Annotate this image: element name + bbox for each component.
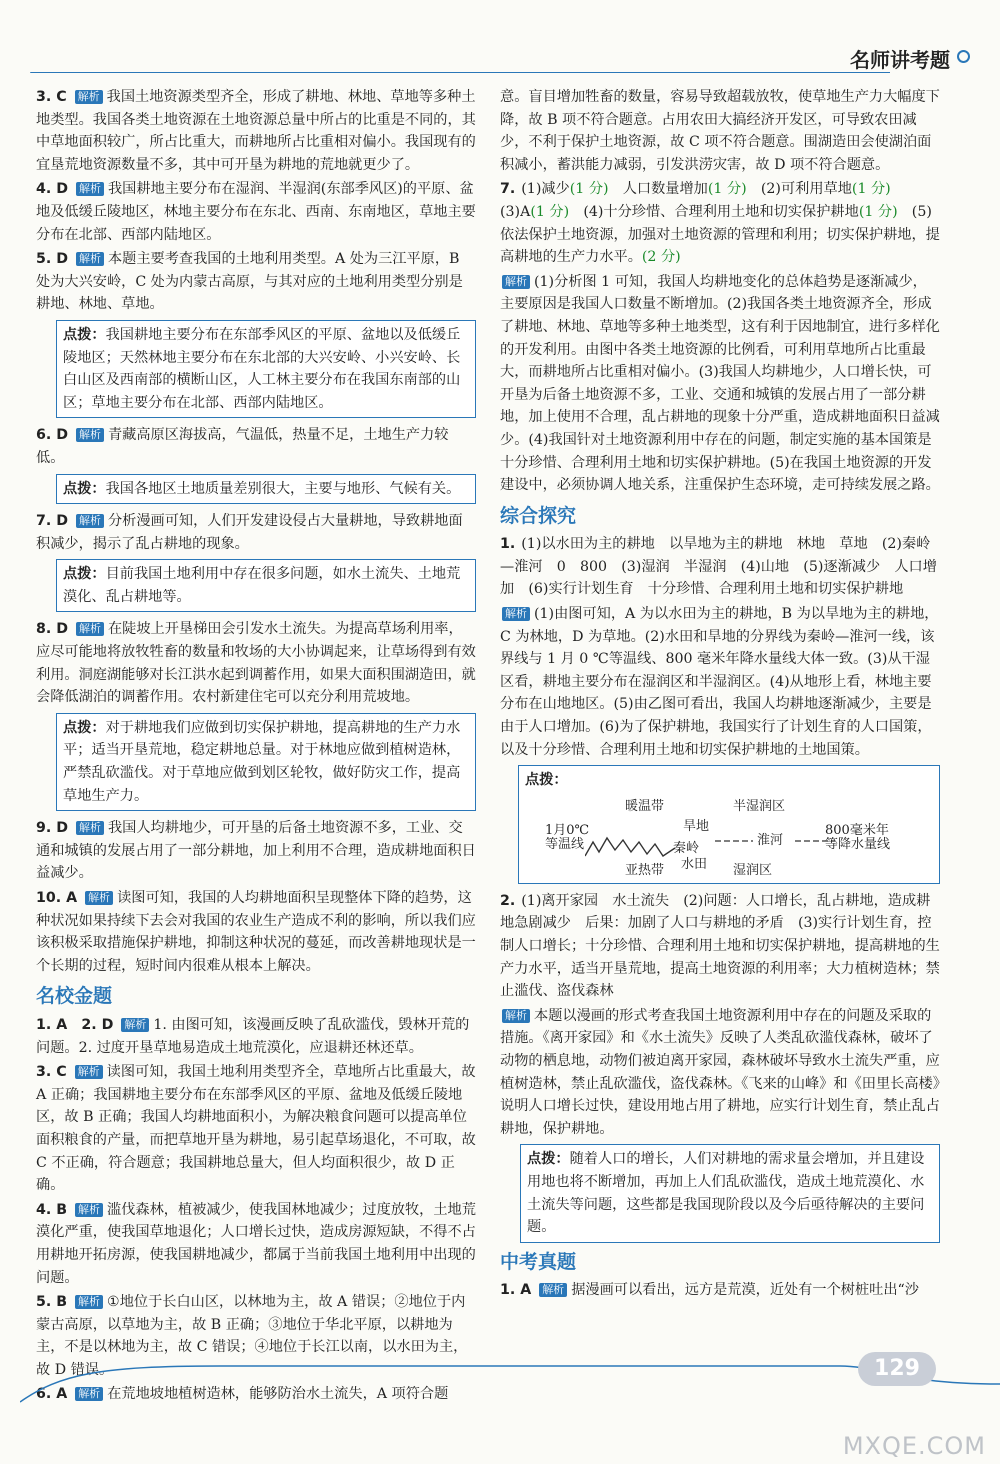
answer-item: 6. D 解析 青藏高原区海拔高，气温低，热量不足，土地生产力较低。 [36,427,449,466]
label-semi-humid: 半湿润区 [733,798,786,814]
tip-box: 点拨：目前我国土地利用中存在很多问题，如水土流失、土地荒漠化、乱占耕地等。 [56,559,476,612]
answer-item: 4. D 解析 我国耕地主要分布在湿润、半湿润(东部季风区)的平原、盆地及低缓丘陵地区，林地主要分布在东北、西南、东南地区，草地主要分布在北部、西部内陆地区。 [36,181,476,243]
mountain-icon [585,834,675,860]
answer-item: 5. D 解析 本题主要考查我国的土地利用类型。A 处为三江平原，B 处为大兴安岭，C 处为内蒙古高原，与其对应的土地利用类型分别是耕地、林地、草地。 [36,251,463,313]
tip-box: 点拨：我国各地区土地质量差别很大，主要与地形、气候有关。 [56,474,476,505]
answer-item: 8. D 解析 在陡坡上开垦梯田会引发水土流失。为提高草场利用率，应尽可能地将放牧牲畜的数量和牧场的大小协调起来，让草场得到有效利用。洞庭湖能够对长江洪水起到调蓄作用，如果大面积围湖造田，就会降低湖泊的调蓄作用。农村新建住宅可以充分利用荒坡地。 [36,621,476,706]
tip-box: 点拨：我国耕地主要分布在东部季风区的平原、盆地以及低缓丘陵地区；天然林地主要分布在东北部的大兴安岭、小兴安岭、长白山区及西南部的横断山区，人工林主要分布在我国东南部的山区；草地主要分布在北部、西部内陆地区。 [56,320,476,418]
header-dot-icon [957,50,970,63]
section-title: 名校金题 [36,985,113,1008]
answer-continuation: 意。盲目增加牲畜的数量，容易导致超载放牧，使草地生产力大幅度下降，故 B 项不符合题意。占用农田大搞经济开发区，可导致农田减少，不利于保护土地资源，故 C 项不符合题意。围湖造田会使湖泊面积减小，蓄洪能力减弱，引发洪涝灾害，故 D 项不符合题意。 [500,89,940,173]
right-column [500,86,940,1304]
page-number: 129 [858,1352,936,1386]
label-subtropical: 亚热带 [625,862,665,878]
answer-item: 10. A 解析 读图可知，我国的人均耕地面积呈现整体下降的趋势，这种状况如果持续下去会对我国的农业生产造成不利的影响，所以我们应该积极采取措施保护耕地，抑制这种状况的蔓延，而改善耕地现状是一个长期的过程，短时间内很难从根本上解决。 [36,890,476,974]
label-isotherm: 1月0℃ 等温线 [545,822,590,852]
watermark: MXQE.COM [842,1432,986,1460]
label-humid: 湿润区 [733,862,773,878]
header-rule [30,72,890,73]
answer-item: 4. B 解析 滥伐森林，植被减少，使我国林地减少；过度放牧，土地荒漠化严重，使我国草地退化；人口增长过快，造成房源短缺，不得不占用耕地开拓房源，使我国耕地减少，都属于当前我国土地利用中出现的问题。 [36,1201,476,1286]
footer-curve [20,1344,1000,1404]
tip-box: 点拨：对于耕地我们应做到切实保护耕地，提高耕地的生产力水平；适当开垦荒地，稳定耕地总量。对于林地应做到植树造林，严禁乱砍滥伐。对于草地应做到划区轮牧，做好防灾工作，提高草地生产力。 [56,713,476,811]
answer-item: 6. A 解析 在荒地坡地植树造林，能够防治水土流失，A 项符合题 [36,1386,449,1403]
section-title: 综合探究 [500,504,577,527]
river-line [715,836,835,846]
analysis: 解析 (1)分析图 1 可知，我国人均耕地变化的总体趋势是逐渐减少，主要原因是我国人口数量不断增加。(2)我国各类土地资源齐全，形成了耕地、林地、草地等多种土地类型，这有利于因地制宜，进行多样化的开发利用。由图中各类土地资源的比例看，可利用草地所占比重最大，而耕地所占比重相对偏小。(3)我国人均耕地少，人口增长快，可开垦为后备土地资源不多，工业、交通和城镇的发展占用了一部分耕地，加上使用不合理，乱占耕地的现象十分严重，造成耕地面积日益减少。(4)我国针对土地资源利用中存在的问题，制定实施的基本国策是十分珍惜、合理利用土地和切实保护耕地。(5)在我国土地资源的开发建设中，必须协调人地关系，注重保护生态环境，走可持续发展之路。 [500,273,940,494]
header-title: 名师讲考题 [850,48,950,72]
label-warm-temperate: 暖温带 [625,798,665,814]
label-dryland: 旱地 [683,818,710,834]
answer-item: 3. C 解析 读图可知，我国土地利用类型齐全，草地所占比重最大，故 A 正确；我国耕地主要分布在东部季风区的平原、盆地及低缓丘陵地区，故 B 正确；我国人均耕地面积小，为解决粮食问题可以提高单位面积粮食的产量，而把草地开垦为耕地，易引起草场退化，不可取，故 C 不正确，符合题意；我国耕地总量大，但人均面积很少，故 D 正确。 [36,1064,476,1194]
label-qinling: 秦岭 [673,840,700,856]
answer-item: 9. D 解析 我国人均耕地少，可开垦的后备土地资源不多，工业、交通和城镇的发展占用了一部分耕地，加上利用不合理，造成耕地面积日益减少。 [36,820,476,882]
answer-item: 1. A 2. D 解析 1. 由图可知，该漫画反映了乱砍滥伐，毁林开荒的问题。2. 过度开垦草地易造成土地荒漠化，应退耕还林还草。 [36,1016,470,1056]
answer-item: 1. (1)以水田为主的耕地 以旱地为主的耕地 林地 草地 (2)秦岭—淮河 0 800 (3)湿润 半湿润 (4)山地 (5)逐渐减少 人口增加 (6)实行计划生育 十分珍惜、合理利用土地和切实保护耕地 [500,536,937,598]
answer-item: 1. A 解析 据漫画可以看出，远方是荒漠，近处有一个树桩吐出“沙 [500,1282,919,1299]
label-precip-line: 800毫米年 等降水量线 [825,822,891,852]
answer-item: 3. C 解析 我国土地资源类型齐全，形成了耕地、林地、草地等多种土地类型。我国各类土地资源在土地资源总量中所占的比重是不同的，其中草地面积较广，所占比重大，而耕地所占比重相对偏小。我国现有的宜垦荒地资源数量不多，其中可开垦为耕地的荒地就更少了。 [36,89,476,173]
label-huaihe: 淮河 [757,832,784,848]
answer-item: 7. (1)减少(1 分) 人口数量增加(1 分) (2)可利用草地(1 分) (3)A(1 分) (4)十分珍惜、合理利用土地和切实保护耕地(1 分) (5)依法保护土地资源，加强对土地资源的管理和利用；切实保护耕地，提高耕地的生产力水平。(2 分) [500,181,940,266]
answer-item: 7. D 解析 分析漫画可知，人们开发建设侵占大量耕地，导致耕地面积减少，揭示了乱占耕地的现象。 [36,513,463,552]
left-column [36,86,476,1408]
analysis: 解析 (1)由图可知，A 为以水田为主的耕地，B 为以旱地为主的耕地，C 为林地，D 为草地。(2)水田和旱地的分界线为秦岭—淮河一线，该界线与 1 月 0 ℃等温线、800 毫米年降水量线大体一致。(3)从干湿区看，耕地主要分布在湿润区和半湿润区。(4)从地形上看，林地主要分布在山地地区。(5)由乙图可看出，我国人均耕地逐渐减少，主要是由于人口增加。(6)为了保护耕地，我国实行了计划生育的人口国策，以及十分珍惜、合理利用土地和切实保护耕地的土地国策。 [500,606,939,758]
answer-item: 2. (1)离开家园 水土流失 (2)问题：人口增长，乱占耕地，造成耕地急剧减少 后果：加剧了人口与耕地的矛盾 (3)实行计划生育，控制人口增长；十分珍惜、合理利用土地和切实保护耕地，提高耕地的生产力水平，适当开垦荒地，提高土地资源的利用率；大力植树造林；禁止滥伐、盗伐森林 [500,892,940,1000]
answer-item: 5. B 解析 ①地位于长白山区，以林地为主，故 A 错误；②地位于内蒙古高原，以草地为主，故 B 正确；③地位于华北平原，以耕地为主，不是以林地为主，故 C 错误；④地位于长江以南，以水田为主，故 D 错误。 [36,1294,468,1378]
analysis: 解析 本题以漫画的形式考查我国土地资源利用中存在的问题及采取的措施。《离开家园》和《水土流失》反映了人类乱砍滥伐森林，破坏了动物的栖息地，动物们被迫离开家园，森林破坏导致水土流失严重，应植树造林，禁止乱砍滥伐，盗伐森林。《飞来的山峰》和《田里长高楼》说明人口增长过快，建设用地占用了耕地，应实行计划生育，禁止乱占耕地，保护耕地。 [500,1007,940,1137]
label-paddy: 水田 [681,856,708,872]
section-title: 中考真题 [500,1250,577,1273]
tip-box: 点拨：随着人口的增长，人们对耕地的需求量会增加，并且建设用地也将不断增加，再加上人们乱砍滥伐，造成土地荒漠化、水土流失等问题，这些都是我国现阶段以及今后亟待解决的主要问题。 [520,1144,940,1242]
qinling-huaihe-diagram [525,796,933,880]
page-header [30,44,970,74]
diagram-box: 点拨： 暖温带 旱地 半湿润区 1月0℃ 等温线 秦岭 淮河 800毫米年 等降水量线 亚热带 水田 湿润区 [518,765,940,884]
